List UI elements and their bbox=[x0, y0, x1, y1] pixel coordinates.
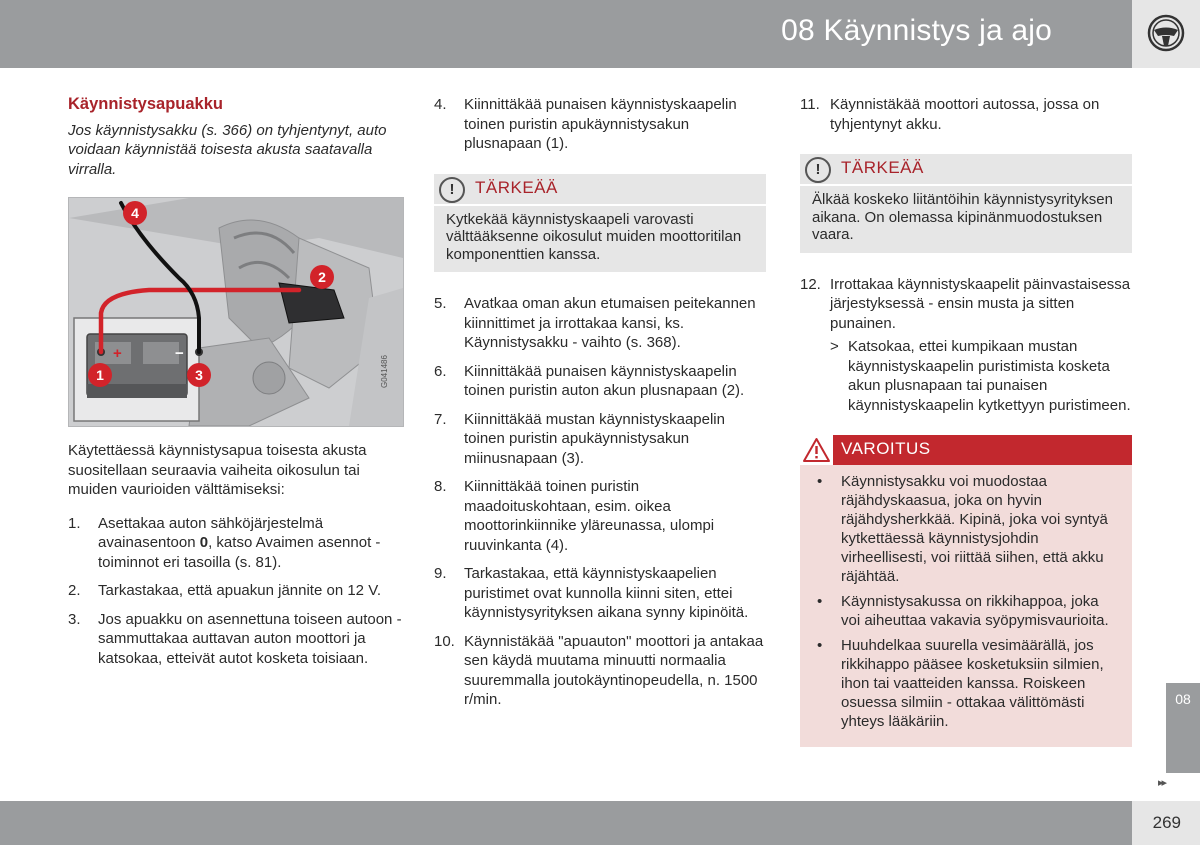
warning-item bbox=[810, 472, 1120, 586]
steering-wheel-icon bbox=[1147, 13, 1185, 53]
callout-1-label: 1 bbox=[96, 367, 104, 383]
step-12 bbox=[800, 275, 1132, 416]
callout-2-label: 2 bbox=[318, 269, 326, 285]
chapter-icon-box bbox=[1132, 0, 1200, 68]
column-3 bbox=[800, 95, 1132, 747]
page-number-box bbox=[1132, 801, 1200, 845]
step-8 bbox=[434, 477, 766, 555]
steps-list-3b bbox=[800, 275, 1132, 416]
notice-text: Kytkekää käynnistyskaapeli varovasti välttääksenne oikosulut muiden moottoritilan komponenttien kanssa. bbox=[446, 210, 742, 263]
step-number: 3. bbox=[68, 610, 81, 628]
warning-item bbox=[810, 636, 1120, 731]
step-text: Jos apuakku on asennettuna toiseen autoon - sammuttakaa auttavan auton moottori ja katsokaa, etteivät autot kosketa toisiaan. bbox=[98, 610, 402, 667]
step-11 bbox=[800, 95, 1132, 134]
step-number: 9. bbox=[434, 565, 447, 582]
engine-bay-drawing bbox=[69, 198, 403, 426]
step-number: 7. bbox=[434, 410, 447, 428]
step-text: Irrottakaa käynnistyskaapelit päinvastaisessa järjestyksessä - ensin musta ja sitten punainen. bbox=[830, 275, 1131, 332]
warning-item bbox=[810, 592, 1120, 630]
step-number: 11. bbox=[800, 96, 820, 113]
step-text: Avatkaa oman akun etumaisen peitekannen kiinnittimet ja irrottakaa kansi, ks. Käynnistysakku - vaihto (s. 368). bbox=[464, 295, 756, 351]
warning-label: VAROITUS bbox=[841, 439, 931, 458]
step-6 bbox=[434, 362, 766, 401]
steps-list-3a bbox=[800, 95, 1132, 134]
step-number: 4. bbox=[434, 96, 447, 113]
header-bar bbox=[0, 0, 1132, 68]
step-number: 6. bbox=[434, 362, 447, 380]
warning-triangle-icon bbox=[800, 435, 833, 465]
notice-label: TÄRKEÄÄ bbox=[475, 177, 558, 197]
bullet: • bbox=[817, 637, 823, 654]
step-number: 1. bbox=[68, 514, 81, 532]
step-10 bbox=[434, 632, 766, 710]
notice-label: TÄRKEÄÄ bbox=[841, 158, 924, 177]
step-2 bbox=[68, 581, 403, 601]
step-text: Tarkastakaa, että käynnistyskaapelien puristimet ovat kunnolla kiinni siten, ettei käynnistysyrityksen aikana synny kipinöitä. bbox=[464, 565, 749, 621]
step-4 bbox=[434, 95, 766, 154]
sub-step-text: Katsokaa, ettei kumpikaan mustan käynnistyskaapelin puristimista kosketa akun plusnapaan tai punaisen käynnistyskaapelin kytkettyyn puristimeen. bbox=[848, 338, 1131, 414]
side-tab-label: 08 bbox=[1175, 691, 1191, 707]
sub-step-marker: > bbox=[830, 338, 839, 355]
step-text: Käynnistäkää moottori autossa, jossa on tyhjentynyt akku. bbox=[830, 96, 1100, 133]
step-5 bbox=[434, 294, 766, 353]
warning-box bbox=[800, 435, 1132, 747]
next-page-icon: ▸▸ bbox=[1158, 777, 1166, 789]
warning-item-text: Käynnistysakku voi muodostaa räjähdyskaasua, joka on hyvin räjähdysherkkää. Kipinä, joka voi syntyä kytkettäessä käynnistysjohdin virheellisesti, voi riittää siihen, että akku räjähtää. bbox=[841, 473, 1108, 585]
warning-item-text: Huuhdelkaa suurella vesimäärällä, jos rikkihappo pääsee kosketuksiin silmien, ihon tai vaatteiden kanssa. Roiskeen osuessa silmiin - ottakaa välittömästi yhteys lääkäriin. bbox=[841, 637, 1104, 730]
step-text: Tarkastakaa, että apuakun jännite on 12 V. bbox=[98, 582, 381, 599]
steps-list-2a bbox=[434, 95, 766, 154]
step-3 bbox=[68, 610, 403, 669]
step-text: Kiinnittäkää mustan käynnistyskaapelin toinen puristin apukäynnistysakun miinusnapaan (3). bbox=[464, 410, 725, 467]
section-title: Käynnistysapuakku bbox=[68, 95, 223, 113]
callout-3 bbox=[187, 363, 211, 387]
chapter-side-tab bbox=[1166, 683, 1200, 773]
step-9 bbox=[434, 564, 766, 623]
steps-list-2b bbox=[434, 294, 766, 710]
callout-4 bbox=[123, 201, 147, 225]
step-number: 12. bbox=[800, 275, 821, 293]
warning-item-text: Käynnistysakussa on rikkihappoa, joka voi aiheuttaa vakavia syöpymisvaurioita. bbox=[841, 593, 1109, 629]
step-text-bold: 0 bbox=[199, 534, 209, 551]
callout-3-label: 3 bbox=[195, 367, 203, 383]
footer-bar bbox=[0, 801, 1132, 845]
exclamation-circle-icon: ! bbox=[805, 157, 831, 183]
step-number: 5. bbox=[434, 295, 447, 312]
callout-2 bbox=[310, 265, 334, 289]
callout-4-label: 4 bbox=[131, 205, 139, 221]
sub-step bbox=[800, 337, 1132, 415]
step-number: 10. bbox=[434, 632, 455, 650]
step-number: 8. bbox=[434, 478, 447, 495]
chapter-title: 08 Käynnistys ja ajo bbox=[781, 14, 1052, 47]
jump-start-illustration bbox=[68, 197, 404, 427]
notice-header bbox=[434, 174, 766, 206]
bullet: • bbox=[817, 473, 823, 490]
figure-code: G041486 bbox=[380, 355, 389, 388]
step-number: 2. bbox=[68, 582, 81, 599]
warning-list bbox=[800, 465, 1132, 747]
exclamation-circle-icon: ! bbox=[439, 177, 465, 203]
column-1 bbox=[68, 95, 403, 677]
important-notice bbox=[800, 154, 1132, 253]
intro-paragraph: Käytettäessä käynnistysapua toisesta akusta suositellaan seuraavia vaiheita oikosulun tai muiden vaurioiden välttämiseksi: bbox=[68, 442, 367, 498]
warning-header bbox=[800, 435, 1132, 465]
step-text: Kiinnittäkää toinen puristin maadoituskohtaan, esim. oikea moottorinkiinnike yläreunassa, ulompi ruuvinkanta (4). bbox=[464, 478, 715, 554]
step-7 bbox=[434, 410, 766, 469]
column-2 bbox=[434, 95, 766, 719]
step-text: Kiinnittäkää punaisen käynnistyskaapelin toinen puristin auton akun plusnapaan (2). bbox=[464, 362, 745, 399]
bullet: • bbox=[817, 593, 823, 610]
notice-text: Älkää koskeko liitäntöihin käynnistysyrityksen aikana. On olemassa kipinänmuodostuksen vaara. bbox=[812, 191, 1113, 243]
step-text: Käynnistäkää "apuauton" moottori ja antakaa sen käydä muutama minuutti normaalia suuremmalla joutokäyntinopeudella, n. 1500 r/min. bbox=[464, 632, 764, 708]
step-text-before: Asettakaa auton sähköjärjestelmä avainasentoon bbox=[98, 514, 324, 551]
plus-terminal-symbol: + bbox=[113, 345, 122, 362]
steps-list-1 bbox=[68, 514, 403, 669]
warning-icon-box bbox=[800, 435, 833, 465]
step-text: Kiinnittäkää punaisen käynnistyskaapelin toinen puristin apukäynnistysakun plusnapaan (1). bbox=[464, 96, 737, 152]
intro-text: Jos käynnistysakku (s. 366) on tyhjentynyt, auto voidaan käynnistää toisesta akusta saatavalla virralla. bbox=[68, 121, 387, 178]
important-notice bbox=[434, 174, 766, 273]
callout-1 bbox=[88, 363, 112, 387]
step-1 bbox=[68, 514, 403, 573]
page-number: 269 bbox=[1152, 813, 1181, 832]
step-text-after: , katso Avaimen asennot - toiminnot eri tasoilla (s. 81). bbox=[98, 534, 381, 571]
minus-terminal-symbol: − bbox=[175, 345, 184, 362]
notice-header bbox=[800, 154, 1132, 186]
